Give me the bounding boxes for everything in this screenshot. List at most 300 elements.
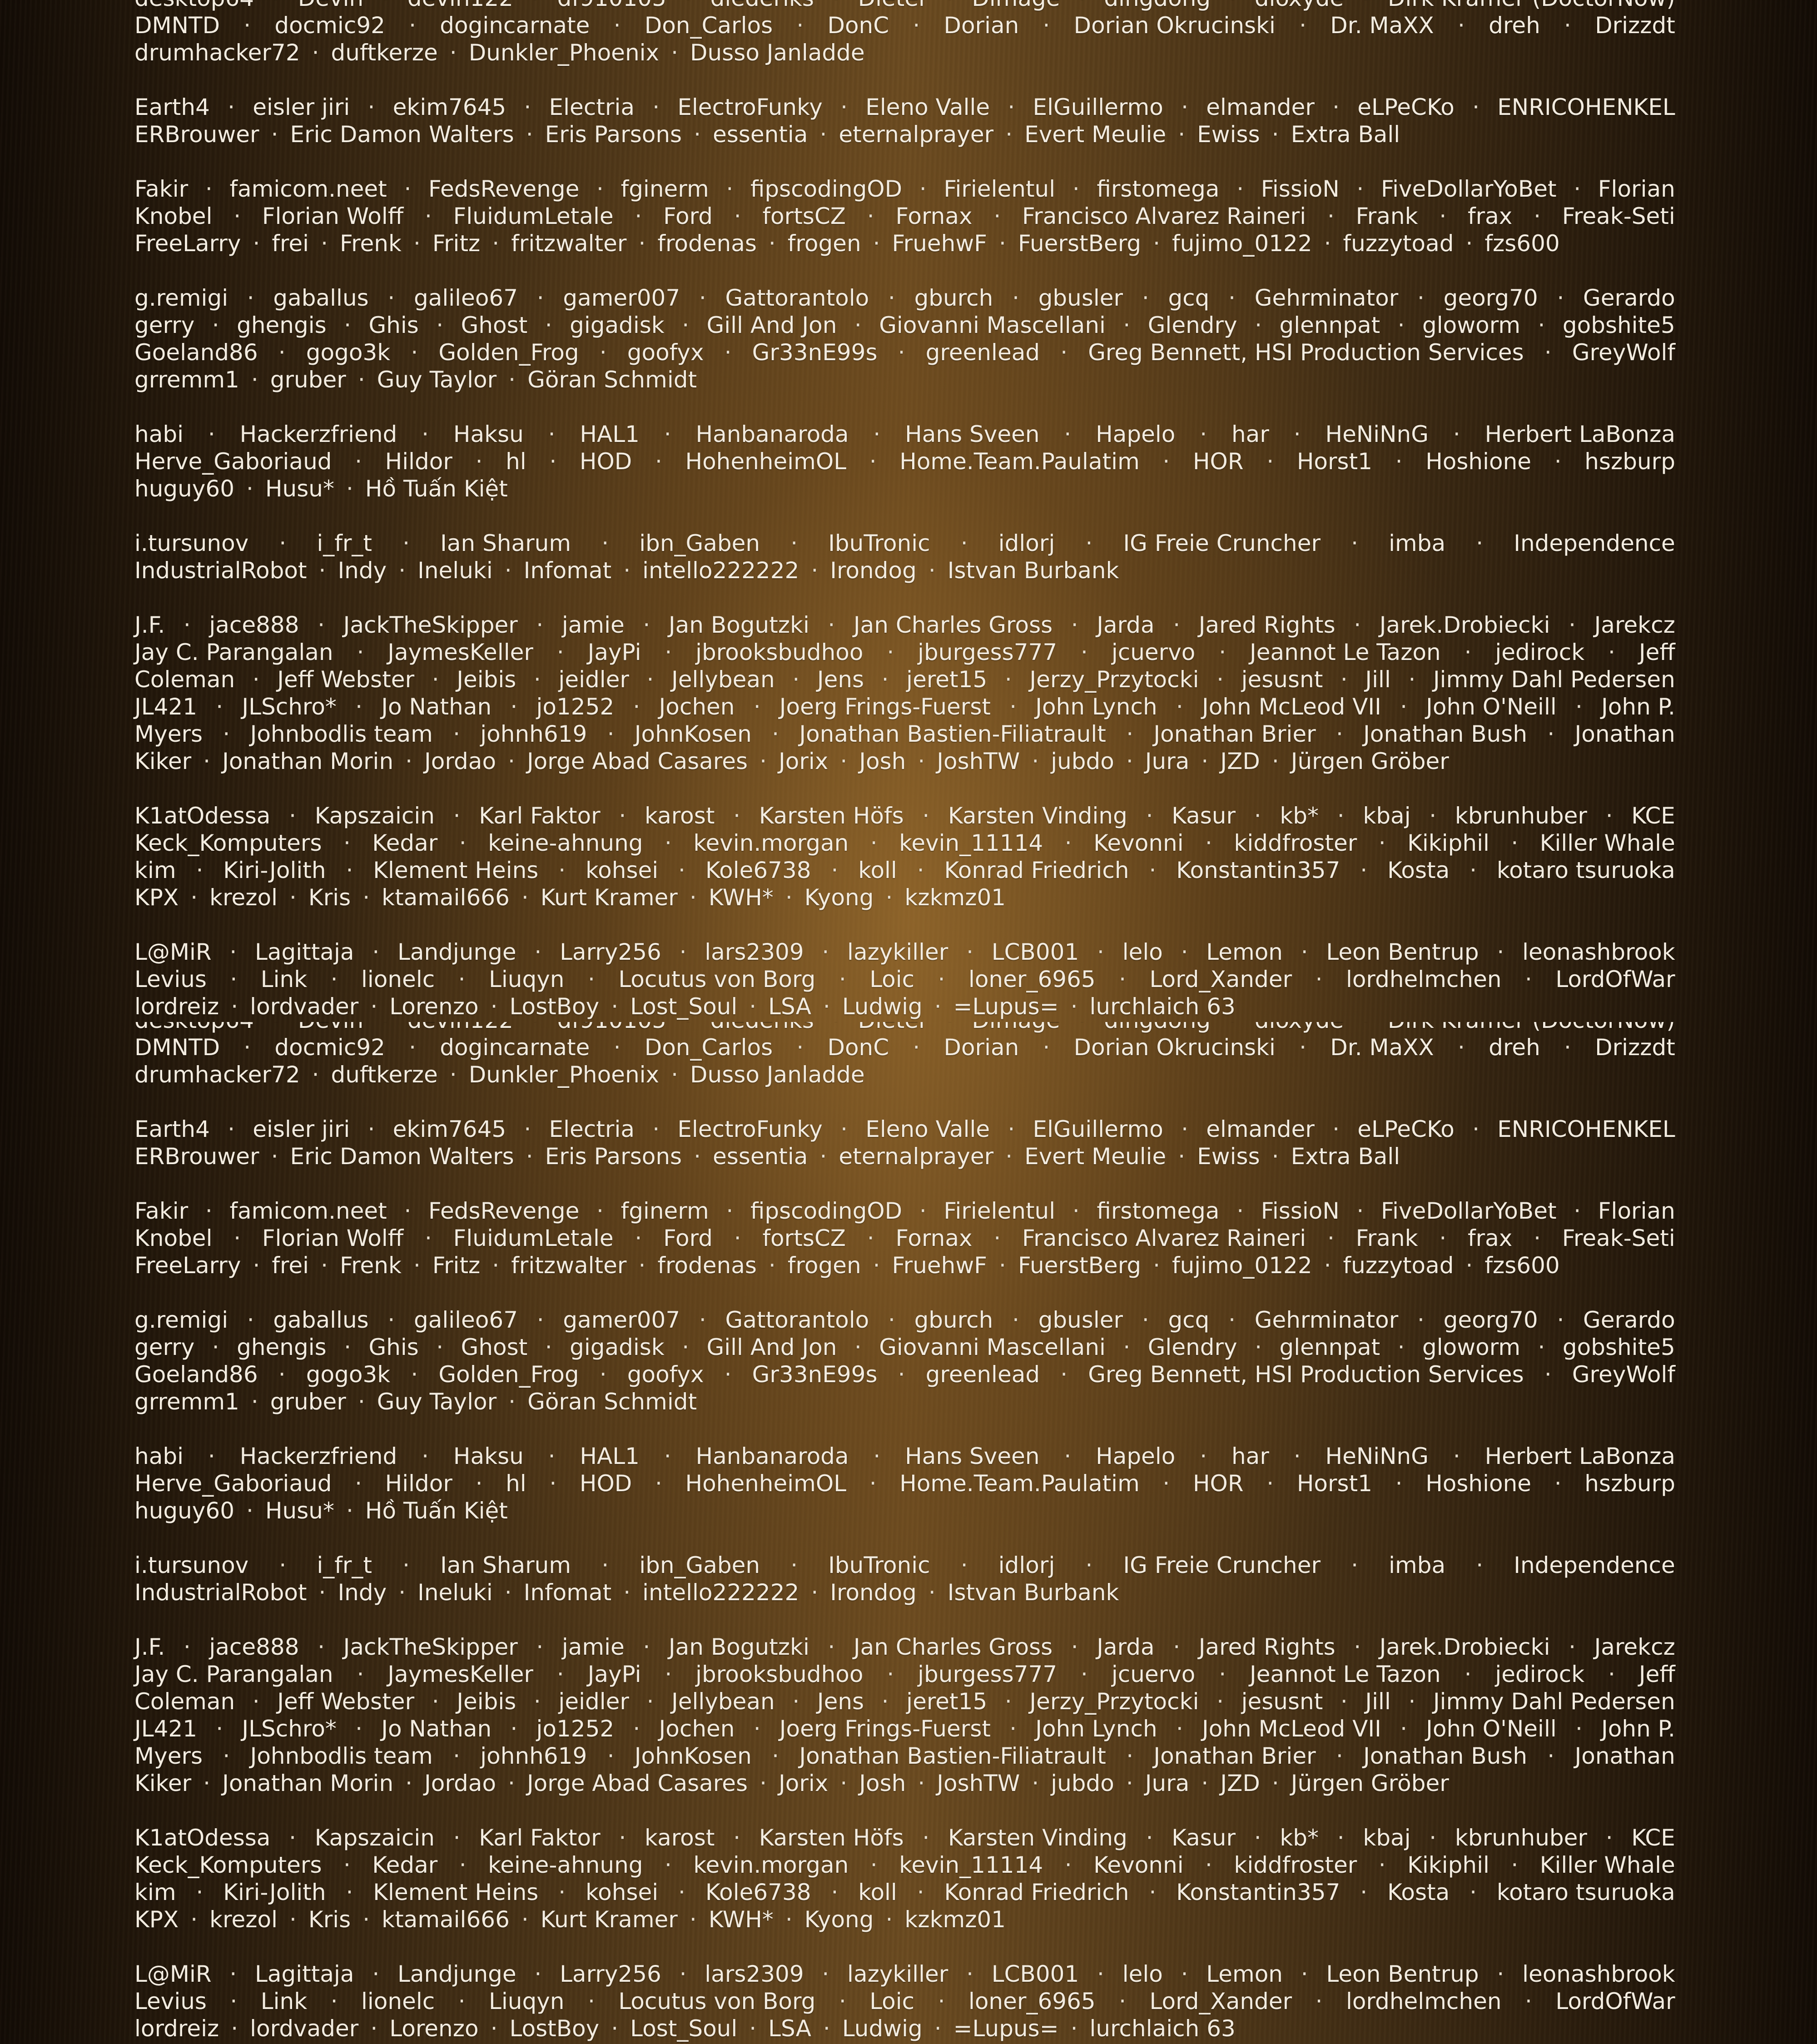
contributor-name: Jonathan Bastien-Filiatrault	[799, 720, 1106, 748]
separator-dot: ·	[476, 1470, 483, 1497]
contributor-name: Karsten Vinding	[948, 802, 1127, 829]
contributor-name: Kurt Kramer	[541, 884, 678, 911]
separator-dot: ·	[548, 421, 556, 448]
contributor-name: John Lynch	[1035, 693, 1157, 720]
separator-dot: ·	[1356, 175, 1364, 203]
separator-dot: ·	[601, 1552, 609, 1579]
separator-dot: ·	[458, 1988, 466, 2015]
contributor-name: fuzzytoad	[1343, 1252, 1454, 1279]
contributor-name: Jarekcz	[1594, 1633, 1675, 1661]
contributor-name: Klement Heins	[373, 857, 538, 884]
separator-dot: ·	[289, 802, 296, 829]
separator-dot: ·	[228, 94, 235, 121]
separator-dot: ·	[1379, 1851, 1386, 1879]
separator-dot: ·	[882, 666, 889, 693]
separator-dot: ·	[772, 1742, 779, 1770]
contributor-name: jesusnt	[1241, 666, 1323, 693]
separator-dot: ·	[432, 666, 439, 693]
contributor-name: greenlead	[926, 339, 1040, 366]
contributor-name: John P.	[1601, 1715, 1675, 1742]
separator-dot: ·	[665, 1851, 672, 1879]
contributor-name: Kiker	[134, 1770, 191, 1797]
contributor-name: Jay C. Parangalan	[134, 639, 333, 666]
separator-dot: ·	[1043, 1034, 1050, 1061]
separator-dot: ·	[913, 1034, 920, 1061]
contributor-name: Husu*	[265, 1497, 334, 1524]
contributor-name: ktamail666	[382, 884, 510, 911]
separator-dot: ·	[1085, 530, 1092, 557]
contributor-name: KWH*	[709, 1906, 774, 1933]
contributor-name: JZD	[1220, 748, 1260, 775]
contributor-name: Firielentul	[943, 1197, 1055, 1225]
contributor-name: Jens	[817, 1688, 864, 1715]
contributor-name: Joerg Frings-Fuerst	[779, 693, 991, 720]
separator-dot: ·	[760, 748, 767, 775]
contributor-name: fritzwalter	[511, 230, 626, 257]
separator-dot: ·	[1465, 1661, 1472, 1688]
contributor-name: kotaro tsuruoka	[1497, 857, 1675, 884]
contributor-name: Dusso Janladde	[690, 39, 865, 66]
contributor-name: Killer Whale	[1540, 829, 1675, 857]
separator-dot: ·	[633, 1715, 640, 1742]
contributor-name: krezol	[209, 884, 278, 911]
separator-dot: ·	[647, 666, 654, 693]
separator-dot: ·	[734, 203, 741, 230]
contributor-name: Herbert LaBonza	[1485, 421, 1675, 448]
contributor-name: Dorian Okrucinski	[1074, 1034, 1276, 1061]
contributor-name: Jonathan Morin	[222, 1770, 393, 1797]
separator-dot: ·	[208, 1443, 215, 1470]
separator-dot: ·	[409, 1034, 416, 1061]
separator-dot: ·	[1254, 802, 1261, 829]
contributor-name: Electria	[549, 94, 635, 121]
separator-dot: ·	[873, 1443, 880, 1470]
contributor-name: Kiker	[134, 748, 191, 775]
separator-dot: ·	[1255, 312, 1262, 339]
separator-dot: ·	[405, 1770, 412, 1797]
separator-dot: ·	[1142, 1306, 1149, 1334]
contributor-name: Gill And Jon	[707, 1334, 837, 1361]
contributor-name: Gerardo	[1583, 1306, 1675, 1334]
contributor-name: duftkerze	[331, 1061, 438, 1088]
separator-dot: ·	[664, 1443, 671, 1470]
contributor-name: gburch	[914, 1306, 993, 1334]
contributor-name: Jared Rights	[1199, 1633, 1335, 1661]
contributor-name: Giovanni Mascellani	[879, 1334, 1106, 1361]
contributor-name: jubdo	[1051, 1770, 1114, 1797]
separator-dot: ·	[1429, 802, 1436, 829]
separator-dot: ·	[1123, 312, 1130, 339]
separator-dot: ·	[1173, 611, 1180, 639]
contributor-name: Ghis	[368, 1334, 418, 1361]
contributor-name: Kasur	[1172, 802, 1236, 829]
separator-dot: ·	[938, 966, 945, 993]
contributor-name: John McLeod VII	[1202, 693, 1381, 720]
separator-dot: ·	[387, 284, 395, 312]
contributor-name: fipscodingOD	[750, 175, 902, 203]
contributor-name: Gill And Jon	[707, 312, 837, 339]
contributor-name: Jared Rights	[1199, 611, 1335, 639]
separator-dot: ·	[355, 1470, 362, 1497]
contributor-name: LostBoy	[510, 2015, 600, 2042]
separator-dot: ·	[870, 1851, 878, 1879]
contributor-name: huguy60	[134, 475, 234, 502]
contributor-name: Jarda	[1097, 611, 1154, 639]
contributor-name: Freak-Seti	[1562, 203, 1675, 230]
contributor-name: Göran Schmidt	[527, 1388, 697, 1415]
contributor-name: HOR	[1193, 448, 1244, 475]
contributor-name: gerry	[134, 1334, 194, 1361]
separator-dot: ·	[888, 1306, 895, 1334]
contributor-name: Jorix	[779, 748, 828, 775]
separator-dot: ·	[346, 1497, 353, 1524]
contributor-name: docmic92	[274, 1034, 385, 1061]
separator-dot: ·	[289, 884, 297, 911]
contributor-name: Josh	[859, 1770, 906, 1797]
contributor-name: Ian Sharum	[440, 1552, 571, 1579]
separator-dot: ·	[828, 1633, 835, 1661]
separator-dot: ·	[619, 1824, 626, 1851]
contributor-name: lionelc	[361, 966, 435, 993]
separator-dot: ·	[387, 1306, 395, 1334]
separator-dot: ·	[596, 175, 604, 203]
contributor-name: Electria	[549, 1116, 635, 1143]
separator-dot: ·	[510, 693, 517, 720]
separator-dot: ·	[785, 884, 793, 911]
separator-dot: ·	[1065, 829, 1072, 857]
contributor-name: GreyWolf	[1572, 1361, 1675, 1388]
contributor-name: Hanbanaroda	[695, 421, 849, 448]
separator-dot: ·	[411, 1361, 418, 1388]
contributor-name: kotaro tsuruoka	[1497, 1879, 1675, 1906]
separator-dot: ·	[505, 1579, 512, 1606]
separator-dot: ·	[1340, 666, 1348, 693]
contributor-name: Jellybean	[671, 1688, 775, 1715]
contributor-name: Eleno Valle	[865, 94, 990, 121]
contributor-name: Don_Carlos	[645, 1034, 773, 1061]
separator-dot: ·	[1575, 1715, 1583, 1742]
contributor-name: eLPeCKo	[1357, 94, 1455, 121]
contributor-name: Hoshione	[1425, 1470, 1531, 1497]
separator-dot: ·	[436, 312, 443, 339]
contributor-name: Glendry	[1148, 312, 1237, 339]
contributor-name: Florian	[1598, 175, 1675, 203]
contributor-name: FiveDollarYoBet	[1381, 1197, 1557, 1225]
separator-dot: ·	[1360, 857, 1367, 884]
separator-dot: ·	[1060, 339, 1067, 366]
separator-dot: ·	[357, 639, 364, 666]
separator-dot: ·	[1337, 802, 1345, 829]
contributor-name: fuzzytoad	[1343, 230, 1454, 257]
separator-dot: ·	[1216, 1688, 1224, 1715]
separator-dot: ·	[312, 39, 319, 66]
contributor-name: frodenas	[657, 230, 757, 257]
contributor-name: JoshTW	[937, 1770, 1020, 1797]
contributor-name: Hans Sveen	[905, 421, 1039, 448]
contributor-name: frogen	[788, 1252, 861, 1279]
contributor-name: IbuTronic	[828, 530, 930, 557]
separator-dot: ·	[1379, 829, 1386, 857]
contributor-name: Joerg Frings-Fuerst	[779, 1715, 991, 1742]
contributor-name: Jonathan Brier	[1153, 1742, 1316, 1770]
separator-dot: ·	[247, 1306, 254, 1334]
contributor-name: Infomat	[524, 557, 612, 584]
contributor-name: firstomega	[1097, 1197, 1219, 1225]
separator-dot: ·	[409, 12, 416, 39]
contributor-name: Keck_Komputers	[134, 1851, 322, 1879]
contributor-name: famicom.neet	[229, 175, 387, 203]
contributor-name: johnh619	[480, 1742, 587, 1770]
separator-dot: ·	[822, 938, 829, 966]
contributor-name: lordhelmchen	[1346, 966, 1502, 993]
contributor-name: lordvader	[250, 2015, 358, 2042]
separator-dot: ·	[1149, 1879, 1156, 1906]
contributor-name: LSA	[768, 2015, 811, 2042]
separator-dot: ·	[1336, 1742, 1343, 1770]
separator-dot: ·	[1327, 1225, 1335, 1252]
contributor-name: Fornax	[895, 1225, 972, 1252]
contributor-name: imba	[1389, 530, 1445, 557]
separator-dot: ·	[1012, 1306, 1019, 1334]
contributor-name: DMNTD	[134, 12, 220, 39]
contributor-name: lordhelmchen	[1346, 1988, 1502, 2015]
separator-dot: ·	[450, 39, 457, 66]
contributor-name: lurchlaich 63	[1090, 2015, 1236, 2042]
separator-dot: ·	[1299, 12, 1306, 39]
separator-dot: ·	[811, 1579, 818, 1606]
contributor-name: KWH*	[709, 884, 774, 911]
separator-dot: ·	[1511, 1851, 1518, 1879]
separator-dot: ·	[999, 1252, 1006, 1279]
separator-dot: ·	[734, 1225, 741, 1252]
contributor-name: glennpat	[1279, 312, 1380, 339]
contributor-name: Goeland86	[134, 1361, 258, 1388]
separator-dot: ·	[796, 1034, 804, 1061]
contributor-name: Kasur	[1172, 1824, 1236, 1851]
separator-dot: ·	[491, 2015, 498, 2042]
separator-dot: ·	[1336, 720, 1343, 748]
separator-dot: ·	[887, 639, 894, 666]
separator-dot: ·	[358, 366, 365, 393]
contributor-name: Karsten Höfs	[759, 802, 904, 829]
contributor-name: IG Freie Cruncher	[1123, 530, 1321, 557]
separator-dot: ·	[919, 175, 927, 203]
separator-dot: ·	[647, 1688, 654, 1715]
contributor-name: Lagittaja	[255, 1960, 354, 1988]
separator-dot: ·	[725, 339, 732, 366]
contributor-name: Lord_Xander	[1150, 1988, 1292, 2015]
separator-dot: ·	[1200, 421, 1207, 448]
separator-dot: ·	[1458, 12, 1465, 39]
separator-dot: ·	[682, 312, 689, 339]
separator-dot: ·	[665, 639, 672, 666]
separator-dot: ·	[251, 366, 258, 393]
contributor-name: lionelc	[361, 1988, 435, 2015]
separator-dot: ·	[854, 312, 862, 339]
contributor-name: habi	[134, 1443, 184, 1470]
separator-dot: ·	[682, 1334, 689, 1361]
separator-dot: ·	[1064, 421, 1071, 448]
separator-dot: ·	[253, 666, 260, 693]
contributor-name: Freak-Seti	[1562, 1225, 1675, 1252]
contributor-name: frei	[272, 230, 309, 257]
separator-dot: ·	[370, 2015, 377, 2042]
contributor-name: elmander	[1206, 94, 1315, 121]
separator-dot: ·	[601, 530, 609, 557]
separator-dot: ·	[1149, 857, 1156, 884]
separator-dot: ·	[231, 993, 238, 1020]
contributor-name: i.tursunov	[134, 530, 248, 557]
separator-dot: ·	[1544, 339, 1552, 366]
contributor-name: greenlead	[926, 1361, 1040, 1388]
separator-dot: ·	[184, 611, 191, 639]
contributor-name: gogo3k	[306, 339, 390, 366]
contributor-name: kevin.morgan	[693, 1851, 849, 1879]
separator-dot: ·	[1153, 230, 1160, 257]
separator-dot: ·	[623, 1579, 630, 1606]
separator-dot: ·	[1071, 611, 1078, 639]
separator-dot: ·	[819, 121, 827, 148]
separator-dot: ·	[1254, 1824, 1261, 1851]
contributor-name: hszburp	[1584, 448, 1675, 475]
contributor-name: John O'Neill	[1426, 693, 1557, 720]
separator-dot: ·	[760, 1770, 767, 1797]
contributor-name: Fornax	[895, 203, 972, 230]
contributor-name: Ewiss	[1197, 1143, 1260, 1170]
separator-dot: ·	[1417, 284, 1425, 312]
separator-dot: ·	[1178, 121, 1185, 148]
contributor-name: IG Freie Cruncher	[1123, 1552, 1321, 1579]
separator-dot: ·	[1400, 693, 1407, 720]
contributor-name: Eric Damon Walters	[290, 1143, 514, 1170]
contributor-name: kevin.morgan	[693, 829, 849, 857]
contributor-name: jeidler	[558, 1688, 629, 1715]
contributor-name: Hồ Tuấn Kiệt	[365, 1497, 508, 1524]
contributor-name: lordreiz	[134, 993, 219, 1020]
separator-dot: ·	[526, 121, 533, 148]
contributor-name: LSA	[768, 993, 811, 1020]
separator-dot: ·	[331, 1988, 338, 2015]
separator-dot: ·	[450, 1061, 457, 1088]
separator-dot: ·	[1538, 312, 1545, 339]
separator-dot: ·	[228, 1116, 235, 1143]
separator-dot: ·	[1301, 1960, 1308, 1988]
contributor-name: Hackerzfriend	[240, 1443, 397, 1470]
contributor-name: FuerstBerg	[1018, 1252, 1141, 1279]
contributor-name: Levius	[134, 966, 207, 993]
separator-dot: ·	[854, 1334, 862, 1361]
contributor-name: Jan Charles Gross	[854, 1633, 1052, 1661]
separator-dot: ·	[1395, 448, 1403, 475]
contributor-name: Liuqyn	[489, 1988, 564, 2015]
contributor-name: Larry256	[560, 1960, 661, 1988]
contributor-name: JoshTW	[937, 748, 1020, 775]
separator-dot: ·	[319, 557, 326, 584]
separator-dot: ·	[726, 175, 733, 203]
separator-dot: ·	[999, 230, 1006, 257]
separator-dot: ·	[1081, 1661, 1088, 1688]
contributor-name: Jeibis	[457, 1688, 516, 1715]
separator-dot: ·	[1272, 1770, 1279, 1797]
separator-dot: ·	[1012, 284, 1019, 312]
contributor-name: FiveDollarYoBet	[1381, 175, 1557, 203]
separator-dot: ·	[1469, 1879, 1477, 1906]
contributor-name: Hanbanaroda	[695, 1443, 849, 1470]
contributor-name: Jan Bogutzki	[669, 611, 809, 639]
separator-dot: ·	[726, 1197, 733, 1225]
contributor-name: Independence	[1514, 1552, 1675, 1579]
contributor-name: Dr. MaXX	[1330, 12, 1434, 39]
separator-dot: ·	[1606, 802, 1613, 829]
separator-dot: ·	[398, 1579, 406, 1606]
contributor-name: Jonathan Bush	[1363, 720, 1527, 748]
contributor-name: kohsei	[586, 1879, 658, 1906]
contributor-name: Jonathan	[1575, 1742, 1675, 1770]
separator-dot: ·	[536, 611, 543, 639]
separator-dot: ·	[1081, 639, 1088, 666]
contributor-name: jubdo	[1051, 748, 1114, 775]
separator-dot: ·	[887, 1661, 894, 1688]
separator-dot: ·	[1119, 1988, 1126, 2015]
separator-dot: ·	[453, 720, 460, 748]
separator-dot: ·	[422, 421, 429, 448]
separator-dot: ·	[229, 1960, 237, 1988]
contributor-name: Lorenzo	[389, 993, 478, 1020]
contributor-name: Jill	[1365, 1688, 1390, 1715]
contributor-name: JohnKosen	[635, 720, 752, 748]
separator-dot: ·	[230, 1988, 237, 2015]
contributor-name: georg70	[1444, 284, 1538, 312]
separator-dot: ·	[346, 857, 353, 884]
contributor-name: lelo	[1122, 938, 1163, 966]
contributor-name: Ghis	[368, 312, 418, 339]
contributor-name: JLSchro*	[242, 693, 337, 720]
contributor-name: dogincarnate	[440, 1034, 590, 1061]
separator-dot: ·	[993, 203, 1001, 230]
contributor-name: frogen	[788, 230, 861, 257]
separator-dot: ·	[917, 857, 924, 884]
separator-dot: ·	[1316, 1988, 1323, 2015]
separator-dot: ·	[1032, 1770, 1039, 1797]
separator-dot: ·	[699, 284, 706, 312]
separator-dot: ·	[253, 1688, 260, 1715]
separator-dot: ·	[1032, 748, 1039, 775]
contributor-name: Konstantin357	[1176, 1879, 1340, 1906]
separator-dot: ·	[344, 1334, 351, 1361]
separator-dot: ·	[196, 857, 203, 884]
separator-dot: ·	[1181, 94, 1188, 121]
separator-dot: ·	[1569, 611, 1576, 639]
contributor-name: Jeff	[1639, 1661, 1675, 1688]
contributor-name: LordOfWar	[1555, 1988, 1675, 2015]
contributor-name: kbrunhuber	[1455, 802, 1587, 829]
separator-dot: ·	[1071, 1633, 1078, 1661]
contributor-name: gaballus	[273, 1306, 368, 1334]
separator-dot: ·	[694, 121, 701, 148]
contributor-name: HAL1	[580, 421, 639, 448]
separator-dot: ·	[1228, 284, 1236, 312]
contributor-name: JaymesKeller	[387, 1661, 533, 1688]
separator-dot: ·	[436, 1334, 443, 1361]
separator-dot: ·	[413, 1252, 421, 1279]
separator-dot: ·	[508, 1770, 515, 1797]
separator-dot: ·	[1469, 857, 1477, 884]
contributor-name: gruber	[270, 1388, 346, 1415]
contributor-name: eternalprayer	[839, 1143, 993, 1170]
contributor-name: Klement Heins	[373, 1879, 538, 1906]
contributor-name: kbrunhuber	[1455, 1824, 1587, 1851]
contributor-name: Gattorantolo	[725, 284, 869, 312]
